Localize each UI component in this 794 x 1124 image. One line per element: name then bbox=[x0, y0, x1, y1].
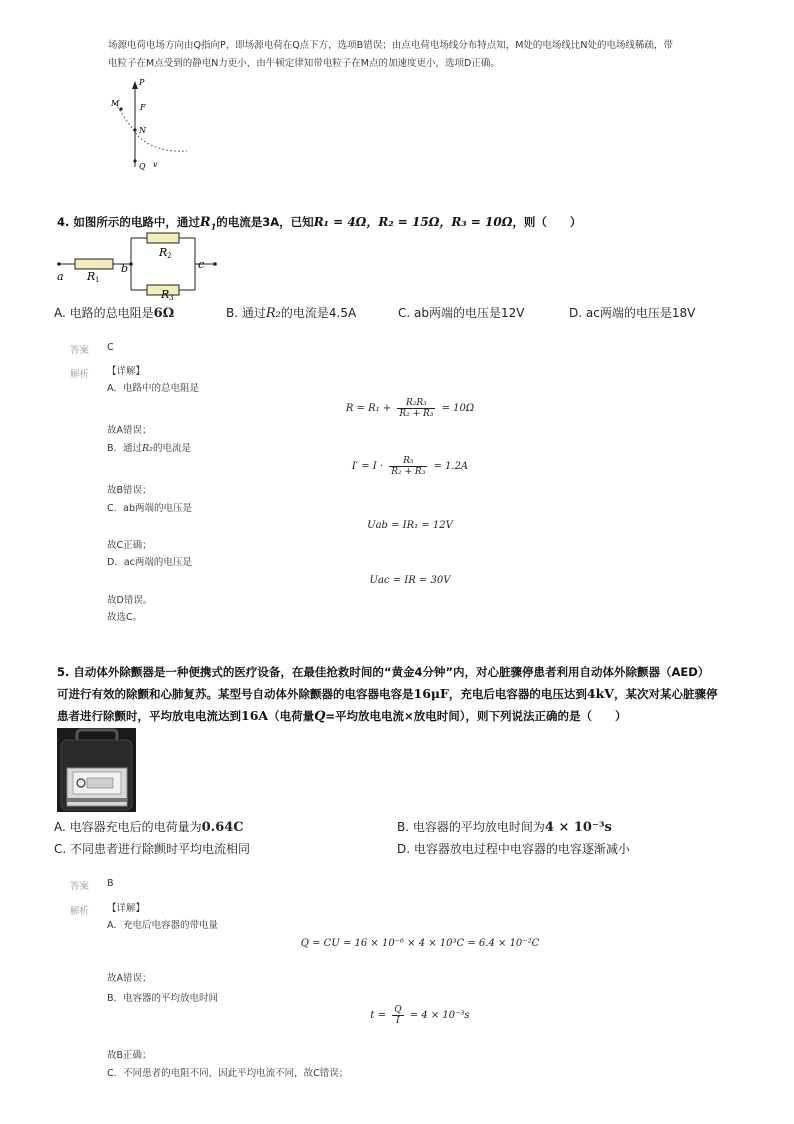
q4-text-b: 的电流是3A，已知 bbox=[216, 215, 314, 229]
q5-charge-symbol: Q bbox=[314, 709, 326, 724]
label-r2-sub: 2 bbox=[167, 252, 172, 260]
q4-number: 4. bbox=[57, 215, 70, 229]
q4-option-d[interactable]: D. ac两端的电压是18V bbox=[569, 306, 696, 320]
q4-given: R₁ = 4Ω，R₂ = 15Ω，R₃ = 10Ω bbox=[313, 215, 513, 229]
label-n: N bbox=[139, 126, 146, 135]
q5-current: 16A bbox=[241, 708, 269, 723]
aed-display bbox=[87, 778, 113, 788]
label-r1: R bbox=[87, 270, 96, 283]
q5-line3-text-b: （电荷量 bbox=[268, 709, 315, 723]
q4-text-c: ，则（ ） bbox=[512, 215, 582, 229]
q4-analysis-b-symbol: R₂ bbox=[142, 443, 153, 454]
q4-option-a-value: 6Ω bbox=[153, 306, 175, 321]
label-b: b bbox=[121, 262, 129, 275]
q4-formula-a bbox=[320, 398, 500, 419]
q5-voltage: 4kV bbox=[586, 686, 614, 701]
q4-answer-label: 答案 bbox=[70, 345, 90, 356]
q5-line2-text-a: 可进行有效的除颤和心肺复苏。某型号自动体外除颤器的电容器电容是 bbox=[57, 687, 414, 701]
q5-formula-b-rhs: = 4 × 10⁻³s bbox=[406, 1010, 470, 1021]
resistor-r2 bbox=[147, 233, 179, 243]
q4-formula-b-rhs: = 1.2A bbox=[430, 461, 469, 472]
q4-analysis-d-line: D．ac两端的电压是 bbox=[107, 557, 192, 568]
q5-line3-text-c: =平均放电电流×放电时间），则下列说法正确的是（ ） bbox=[325, 709, 627, 723]
q5-analysis-label: 解析 bbox=[70, 906, 90, 917]
q5-option-a-value: 0.64C bbox=[201, 820, 244, 835]
q5-stem-line2 bbox=[57, 686, 717, 702]
q4-option-a-text: A. 电路的总电阻是 bbox=[54, 306, 154, 320]
q4-analysis-a-conclusion: 故A错误； bbox=[107, 425, 152, 436]
q5-stem-line3 bbox=[57, 708, 626, 724]
q4-analysis-label: 解析 bbox=[70, 369, 90, 380]
q5-formula-a: Q = CU = 16 × 10⁻⁶ × 4 × 10³C = 6.4 × 10⁻²C bbox=[300, 938, 540, 949]
label-p: P bbox=[139, 78, 145, 87]
aed-device-image bbox=[57, 728, 136, 812]
circuit-diagram bbox=[55, 228, 225, 300]
q4-analysis-b-line bbox=[107, 443, 191, 456]
q5-answer: B bbox=[107, 878, 114, 889]
label-r1-sub: 1 bbox=[95, 276, 100, 284]
q4-analysis-c-conclusion: 故C正确； bbox=[107, 540, 152, 551]
label-f: F bbox=[140, 103, 146, 112]
q5-number: 5. bbox=[57, 665, 70, 679]
q4-analysis-d-conclusion: 故D错误。 bbox=[107, 595, 153, 606]
q4-formula-c: Uab = IR₁ = 12V bbox=[367, 520, 453, 531]
q4-analysis-head: 【详解】 bbox=[107, 366, 146, 377]
label-a: a bbox=[57, 270, 64, 283]
prev-explanation bbox=[108, 40, 748, 71]
q5-option-b-text: B. 电容器的平均放电时间为 bbox=[397, 820, 545, 834]
q5-line2-text-c: ，某次对某心脏骤停 bbox=[613, 687, 718, 701]
q4-text-a: 如图所示的电路中，通过 bbox=[73, 215, 200, 229]
q5-options bbox=[54, 818, 774, 858]
q5-line2-text-b: ，充电后电容器的电压达到 bbox=[448, 687, 587, 701]
q4-analysis-final: 故选C。 bbox=[107, 612, 143, 623]
q4-analysis-b-text-b: 的电流是 bbox=[153, 443, 192, 454]
q5-analysis-c-line: C．不同患者的电阻不同，因此平均电流不同，故C错误； bbox=[107, 1068, 349, 1079]
label-q: Q bbox=[139, 162, 146, 171]
label-c: c bbox=[198, 258, 205, 271]
q4-formula-b-numerator: R₃ bbox=[389, 456, 427, 467]
q4-option-a[interactable] bbox=[54, 304, 174, 321]
point-q bbox=[133, 159, 136, 162]
q4-formula-a-denominator: R₂ + R₃ bbox=[399, 409, 434, 419]
q5-formula-b-numerator: Q bbox=[394, 1005, 402, 1015]
point-m bbox=[119, 107, 122, 110]
label-r3-sub: 3 bbox=[169, 294, 174, 300]
prev-explanation-line1: 场源电荷电场方向由Q指向P，即场源电荷在Q点下方，选项B错误；由点电荷电场线分布特点知，M处的电场线比N处的电场线稀疏，带 bbox=[108, 40, 674, 51]
prev-explanation-line2: 电粒子在M点受到的静电N力更小，由牛顿定律知带电粒子在M点的加速度更小，选项D正确。 bbox=[108, 57, 500, 69]
q4-formula-a-rhs: = 10Ω bbox=[438, 403, 475, 414]
q5-analysis-head: 【详解】 bbox=[107, 903, 146, 914]
q5-analysis-b-line: B．电容器的平均放电时间 bbox=[107, 993, 219, 1004]
q4-analysis-a-line: A．电路中的总电阻是 bbox=[107, 383, 199, 394]
q5-stem-line1 bbox=[57, 664, 709, 680]
q5-formula-b-denominator: I bbox=[396, 1016, 400, 1026]
aed-device-drawing bbox=[57, 728, 136, 812]
q5-formula-b-fraction bbox=[392, 1005, 403, 1026]
q4-option-b[interactable] bbox=[226, 304, 356, 321]
q4-analysis-b-conclusion: 故B错误； bbox=[107, 485, 152, 496]
q5-option-a-text: A. 电容器充电后的电荷量为 bbox=[54, 820, 202, 834]
field-arrow bbox=[132, 81, 138, 89]
q5-formula-b bbox=[360, 1005, 480, 1026]
q4-option-b-symbol: R₂ bbox=[265, 306, 281, 321]
q4-options bbox=[54, 304, 754, 322]
q4-formula-b-fraction bbox=[389, 456, 427, 477]
q5-capacitance: 16μF bbox=[413, 686, 449, 701]
q5-option-a[interactable] bbox=[54, 818, 244, 835]
q4-option-b-text-a: B. 通过 bbox=[226, 306, 266, 320]
q5-option-b[interactable] bbox=[397, 818, 612, 835]
q4-formula-b-lhs: I′ = I · bbox=[351, 461, 387, 472]
q5-line3-text-a: 患者进行除颤时，平均放电电流达到 bbox=[57, 709, 241, 723]
q4-option-b-text-b: 的电流是4.5A bbox=[280, 306, 357, 320]
point-n bbox=[133, 128, 136, 131]
q5-line1-text: 自动体外除颤器是一种便携式的医疗设备，在最佳抢救时间的“黄金4分钟”内，对心脏骤停患者利用自动体外除颤器（AED） bbox=[73, 665, 710, 679]
q4-analysis-b-text-a: B．通过 bbox=[107, 443, 143, 454]
label-m: M bbox=[111, 99, 120, 108]
q5-analysis-a-line: A．充电后电容器的带电量 bbox=[107, 920, 218, 931]
q4-r1-sub: 1 bbox=[210, 221, 217, 232]
q5-option-b-value: 4 × 10⁻³s bbox=[544, 820, 612, 835]
aed-bottom-strip bbox=[67, 798, 127, 802]
q4-formula-b bbox=[330, 456, 490, 477]
q4-r1-symbol: R bbox=[199, 215, 211, 230]
q4-formula-d: Uac = IR = 30V bbox=[369, 575, 451, 586]
label-r2: R bbox=[159, 246, 168, 259]
q4-formula-b-denominator: R₂ + R₃ bbox=[391, 467, 426, 477]
label-r3: R bbox=[161, 288, 170, 300]
field-figure bbox=[105, 75, 195, 175]
q4-option-c[interactable]: C. ab两端的电压是12V bbox=[398, 306, 525, 320]
label-v: v bbox=[153, 160, 158, 169]
q5-formula-b-lhs: t = bbox=[370, 1010, 390, 1021]
terminal-c bbox=[213, 262, 217, 266]
terminal-a bbox=[57, 262, 61, 266]
q4-formula-a-numerator: R₂R₃ bbox=[397, 398, 435, 409]
resistor-r1 bbox=[75, 259, 113, 269]
q4-formula-a-fraction bbox=[397, 398, 435, 419]
trajectory-path bbox=[115, 103, 187, 151]
q4-formula-a-lhs: R = R₁ + bbox=[345, 403, 395, 414]
q5-option-d[interactable]: D. 电容器放电过程中电容器的电容逐渐减小 bbox=[397, 842, 630, 856]
q5-option-c[interactable]: C. 不同患者进行除颤时平均电流相同 bbox=[54, 842, 251, 856]
q4-answer: C bbox=[107, 342, 114, 353]
q4-analysis-c-line: C．ab两端的电压是 bbox=[107, 503, 192, 514]
q5-analysis-b-conclusion: 故B正确； bbox=[107, 1050, 152, 1061]
q5-analysis-a-conclusion: 故A错误； bbox=[107, 973, 152, 984]
q5-answer-label: 答案 bbox=[70, 881, 90, 892]
